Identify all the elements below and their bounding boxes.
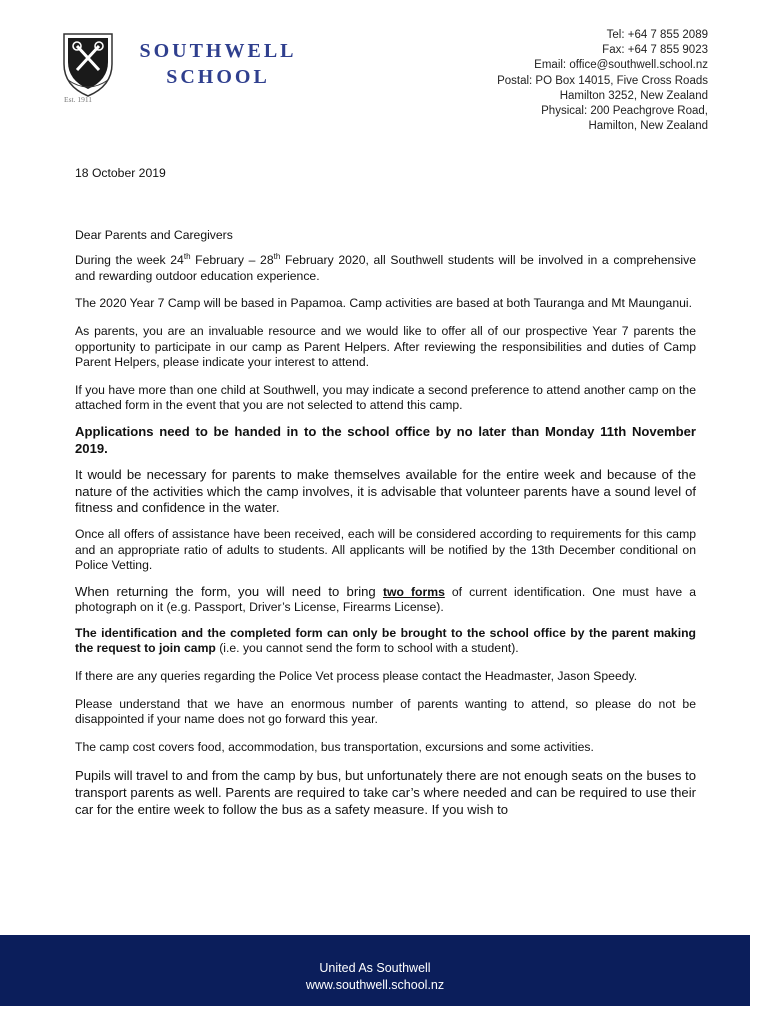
established-year: Est. 1911 [64,95,93,104]
paragraph-submission-rule: The identification and the completed form can only be brought to the school office by the parent making the request to join camp (i.e. you cannot send the form to school with a student). [75,625,696,656]
paragraph-queries: If there are any queries regarding the Police Vet process please contact the Headmaster, Jason Speedy. [75,669,638,684]
footer-band [0,935,750,1006]
contact-block [497,28,708,134]
salutation: Dear Parents and Caregivers [75,227,233,242]
paragraph-transport: Pupils will travel to and from the camp by bus, but unfortunately there are not enough seats on the buses to transport parents as well. Parents are required to take car’s where needed and can be required to use their car for the entire week to follow the bus as a safety measure. If you wish to [75,768,696,817]
paragraph-application-deadline: Applications need to be handed in to the school office by no later than Monday 11th November 2019. [75,423,696,456]
paragraph-camp-dates: During the week 24th February – 28th February 2020, all Southwell students will be involved in a comprehensive and rewarding outdoor education experience. [75,252,697,283]
paragraph-location: The 2020 Year 7 Camp will be based in Papamoa. Camp activities are based at both Tauranga and Mt Maunganui. [75,296,692,311]
paragraph-second-preference: If you have more than one child at Southwell, you may indicate a second preference to attend another camp on the attached form in the event that you are not selected to attend this camp. [75,382,696,413]
contact-tel: Tel: +64 7 855 2089 [606,29,708,41]
letter-date: 18 October 2019 [75,166,166,180]
two-forms-emphasis: two forms [382,584,445,599]
contact-email: Email: office@southwell.school.nz [534,59,708,72]
paragraph-camp-cost: The camp cost covers food, accommodation, bus transportation, excursions and some activities. [75,739,594,754]
contact-physical-city: Hamilton, New Zealand [588,120,708,133]
letter-body [75,166,696,818]
paragraph-identification: When returning the form, you will need to bring two forms of current identification. One must have a photograph on it (e.g. Passport, Driver’s License, Firearms License). [75,583,696,615]
contact-physical: Physical: 200 Peachgrove Road, [541,105,708,118]
school-name [124,38,312,90]
school-name-line2: SCHOOL [166,66,270,88]
paragraph-understanding: Please understand that we have an enormous number of parents wanting to attend, so please do not be disappointed if your name does not go forward this year. [75,696,696,727]
school-crest-logo [60,30,116,100]
school-name-line1: SOUTHWELL [139,40,297,62]
paragraph-selection: Once all offers of assistance have been received, each will be considered according to requirements for this camp and an appropriate ratio of adults to students. All applicants will be notified by the 13th December conditional on Police Vetting. [75,526,696,573]
contact-fax: Fax: +64 7 855 9023 [602,44,708,57]
footer-website: www.southwell.school.nz [305,978,445,992]
paragraph-parent-helpers: As parents, you are an invaluable resource and we would like to offer all of our prospective Year 7 parents the opportunity to participate in our camp as Parent Helpers. After reviewing the responsibilities and duties of Camp Parent Helpers, please indicate your interest to attend. [75,323,696,370]
contact-postal-city: Hamilton 3252, New Zealand [559,89,708,102]
footer-motto: United As Southwell [319,961,431,975]
paragraph-availability: It would be necessary for parents to make themselves available for the entire week and because of the nature of the activities which the camp involves, it is advisable that volunteer parents have a sound level of fitness and confidence in the water. [75,467,696,516]
contact-postal: Postal: PO Box 14015, Five Cross Roads [497,74,708,87]
